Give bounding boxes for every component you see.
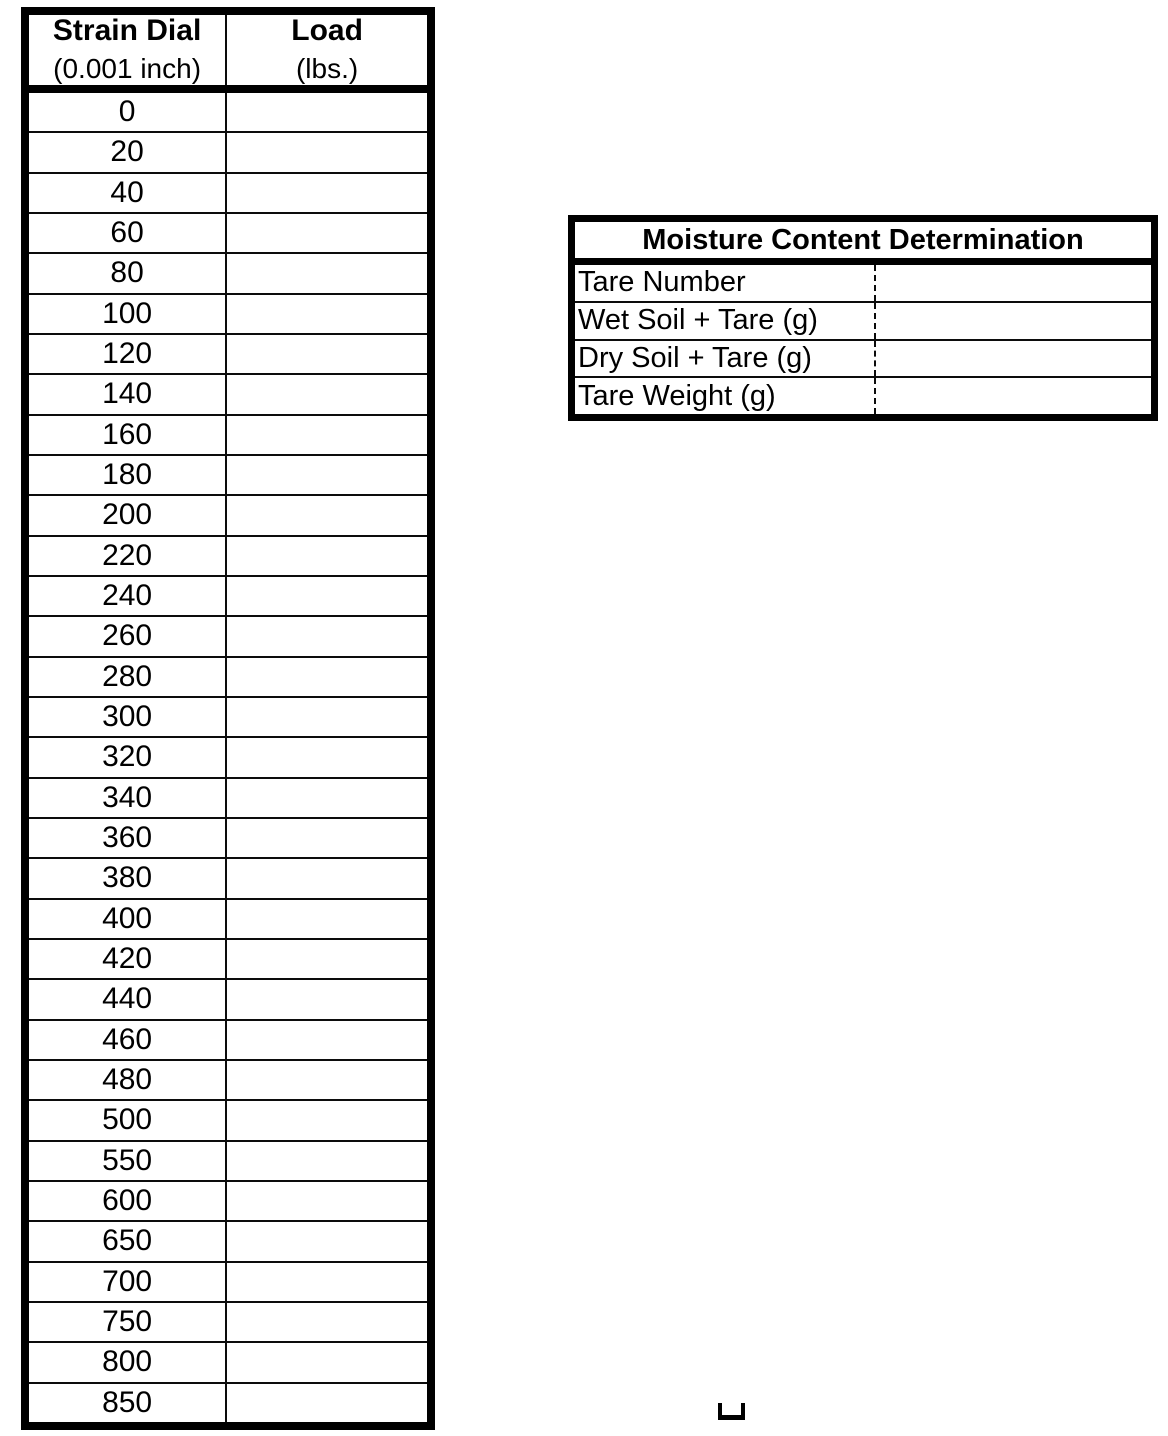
- load-value-blank[interactable]: [227, 1101, 427, 1139]
- strain-dial-value: 380: [29, 859, 227, 897]
- load-value-blank[interactable]: [227, 900, 427, 938]
- load-value-blank[interactable]: [227, 375, 427, 413]
- load-value-blank[interactable]: [227, 214, 427, 252]
- strain-dial-value: 600: [29, 1182, 227, 1220]
- load-value-blank[interactable]: [227, 617, 427, 655]
- strain-table-row: [29, 1059, 427, 1099]
- load-value-blank[interactable]: [227, 1222, 427, 1260]
- load-value-blank[interactable]: [227, 456, 427, 494]
- strain-table-row: [29, 252, 427, 292]
- load-value-blank[interactable]: [227, 537, 427, 575]
- strain-dial-value: 100: [29, 295, 227, 333]
- strain-table-row: [29, 857, 427, 897]
- moisture-row-label: Tare Number: [575, 265, 876, 301]
- strain-dial-value: 850: [29, 1384, 227, 1422]
- strain-table-row: [29, 131, 427, 171]
- strain-load-table: [21, 7, 435, 1430]
- load-value-blank[interactable]: [227, 980, 427, 1018]
- load-value-blank[interactable]: [227, 779, 427, 817]
- strain-dial-value: 460: [29, 1021, 227, 1059]
- load-value-blank[interactable]: [227, 335, 427, 373]
- strain-dial-header-units: (0.001 inch): [53, 53, 202, 84]
- strain-dial-value: 20: [29, 133, 227, 171]
- load-value-blank[interactable]: [227, 698, 427, 736]
- strain-dial-value: 800: [29, 1343, 227, 1381]
- strain-table-row: [29, 898, 427, 938]
- load-value-blank[interactable]: [227, 859, 427, 897]
- strain-dial-value: 420: [29, 940, 227, 978]
- strain-table-row: [29, 535, 427, 575]
- strain-dial-value: 60: [29, 214, 227, 252]
- load-header-units: (lbs.): [295, 53, 359, 84]
- load-value-blank[interactable]: [227, 738, 427, 776]
- moisture-row-value-blank[interactable]: [876, 341, 1151, 377]
- load-value-blank[interactable]: [227, 254, 427, 292]
- strain-table-row: [29, 494, 427, 534]
- moisture-table-row: [575, 301, 1151, 339]
- strain-table-row: [29, 414, 427, 454]
- strain-table-row: [29, 1341, 427, 1381]
- strain-dial-header-cell: [29, 15, 227, 85]
- strain-dial-value: 550: [29, 1142, 227, 1180]
- load-value-blank[interactable]: [227, 174, 427, 212]
- strain-dial-header-title: Strain Dial: [52, 14, 202, 47]
- load-value-blank[interactable]: [227, 93, 427, 131]
- moisture-row-value-blank[interactable]: [876, 378, 1151, 414]
- strain-table-row: [29, 1261, 427, 1301]
- strain-table-row: [29, 172, 427, 212]
- strain-dial-value: 440: [29, 980, 227, 1018]
- strain-dial-value: 220: [29, 537, 227, 575]
- strain-dial-value: 180: [29, 456, 227, 494]
- strain-table-row: [29, 454, 427, 494]
- strain-table-row: [29, 696, 427, 736]
- load-value-blank[interactable]: [227, 416, 427, 454]
- load-value-blank[interactable]: [227, 1021, 427, 1059]
- strain-dial-value: 500: [29, 1101, 227, 1139]
- strain-dial-value: 120: [29, 335, 227, 373]
- strain-table-row: [29, 575, 427, 615]
- strain-dial-value: 260: [29, 617, 227, 655]
- strain-table-row: [29, 333, 427, 373]
- moisture-content-table: [568, 215, 1158, 421]
- strain-dial-value: 340: [29, 779, 227, 817]
- load-value-blank[interactable]: [227, 496, 427, 534]
- strain-dial-value: 400: [29, 900, 227, 938]
- moisture-table-row: [575, 376, 1151, 414]
- strain-dial-value: 160: [29, 416, 227, 454]
- u-bracket-icon: [718, 1403, 745, 1420]
- strain-table-row: [29, 1140, 427, 1180]
- moisture-row-label: Dry Soil + Tare (g): [575, 341, 876, 377]
- strain-load-table-header: [29, 15, 427, 93]
- strain-dial-value: 240: [29, 577, 227, 615]
- moisture-row-value-blank[interactable]: [876, 303, 1151, 339]
- strain-table-row: [29, 978, 427, 1018]
- load-value-blank[interactable]: [227, 577, 427, 615]
- strain-table-row: [29, 736, 427, 776]
- strain-dial-value: 700: [29, 1263, 227, 1301]
- strain-load-table-body: [29, 93, 427, 1422]
- strain-table-row: [29, 615, 427, 655]
- strain-table-row: [29, 656, 427, 696]
- strain-dial-value: 40: [29, 174, 227, 212]
- strain-table-row: [29, 1220, 427, 1260]
- moisture-table-title: Moisture Content Determination: [575, 222, 1151, 265]
- load-value-blank[interactable]: [227, 1343, 427, 1381]
- strain-table-row: [29, 1301, 427, 1341]
- strain-dial-value: 0: [29, 93, 227, 131]
- strain-dial-value: 80: [29, 254, 227, 292]
- moisture-row-label: Tare Weight (g): [575, 378, 876, 414]
- load-value-blank[interactable]: [227, 658, 427, 696]
- load-value-blank[interactable]: [227, 940, 427, 978]
- load-value-blank[interactable]: [227, 1061, 427, 1099]
- strain-dial-value: 650: [29, 1222, 227, 1260]
- strain-table-row: [29, 1099, 427, 1139]
- moisture-table-row: [575, 339, 1151, 377]
- moisture-table-row: [575, 265, 1151, 301]
- moisture-table-body: [575, 265, 1151, 414]
- strain-table-row: [29, 293, 427, 333]
- strain-table-row: [29, 1019, 427, 1059]
- load-value-blank[interactable]: [227, 819, 427, 857]
- strain-dial-value: 320: [29, 738, 227, 776]
- load-value-blank[interactable]: [227, 295, 427, 333]
- strain-dial-value: 480: [29, 1061, 227, 1099]
- strain-table-row: [29, 1382, 427, 1422]
- strain-table-row: [29, 373, 427, 413]
- strain-dial-value: 280: [29, 658, 227, 696]
- load-value-blank[interactable]: [227, 133, 427, 171]
- moisture-row-value-blank[interactable]: [876, 265, 1151, 301]
- load-value-blank[interactable]: [227, 1384, 427, 1422]
- strain-table-row: [29, 212, 427, 252]
- strain-table-row: [29, 938, 427, 978]
- strain-dial-value: 200: [29, 496, 227, 534]
- strain-dial-value: 750: [29, 1303, 227, 1341]
- strain-dial-value: 360: [29, 819, 227, 857]
- strain-dial-value: 140: [29, 375, 227, 413]
- load-value-blank[interactable]: [227, 1263, 427, 1301]
- strain-table-row: [29, 93, 427, 131]
- load-header-cell: [227, 15, 427, 85]
- strain-dial-value: 300: [29, 698, 227, 736]
- load-value-blank[interactable]: [227, 1303, 427, 1341]
- moisture-row-label: Wet Soil + Tare (g): [575, 303, 876, 339]
- load-value-blank[interactable]: [227, 1142, 427, 1180]
- strain-table-row: [29, 1180, 427, 1220]
- strain-table-row: [29, 817, 427, 857]
- strain-table-row: [29, 777, 427, 817]
- load-header-title: Load: [291, 14, 363, 47]
- load-value-blank[interactable]: [227, 1182, 427, 1220]
